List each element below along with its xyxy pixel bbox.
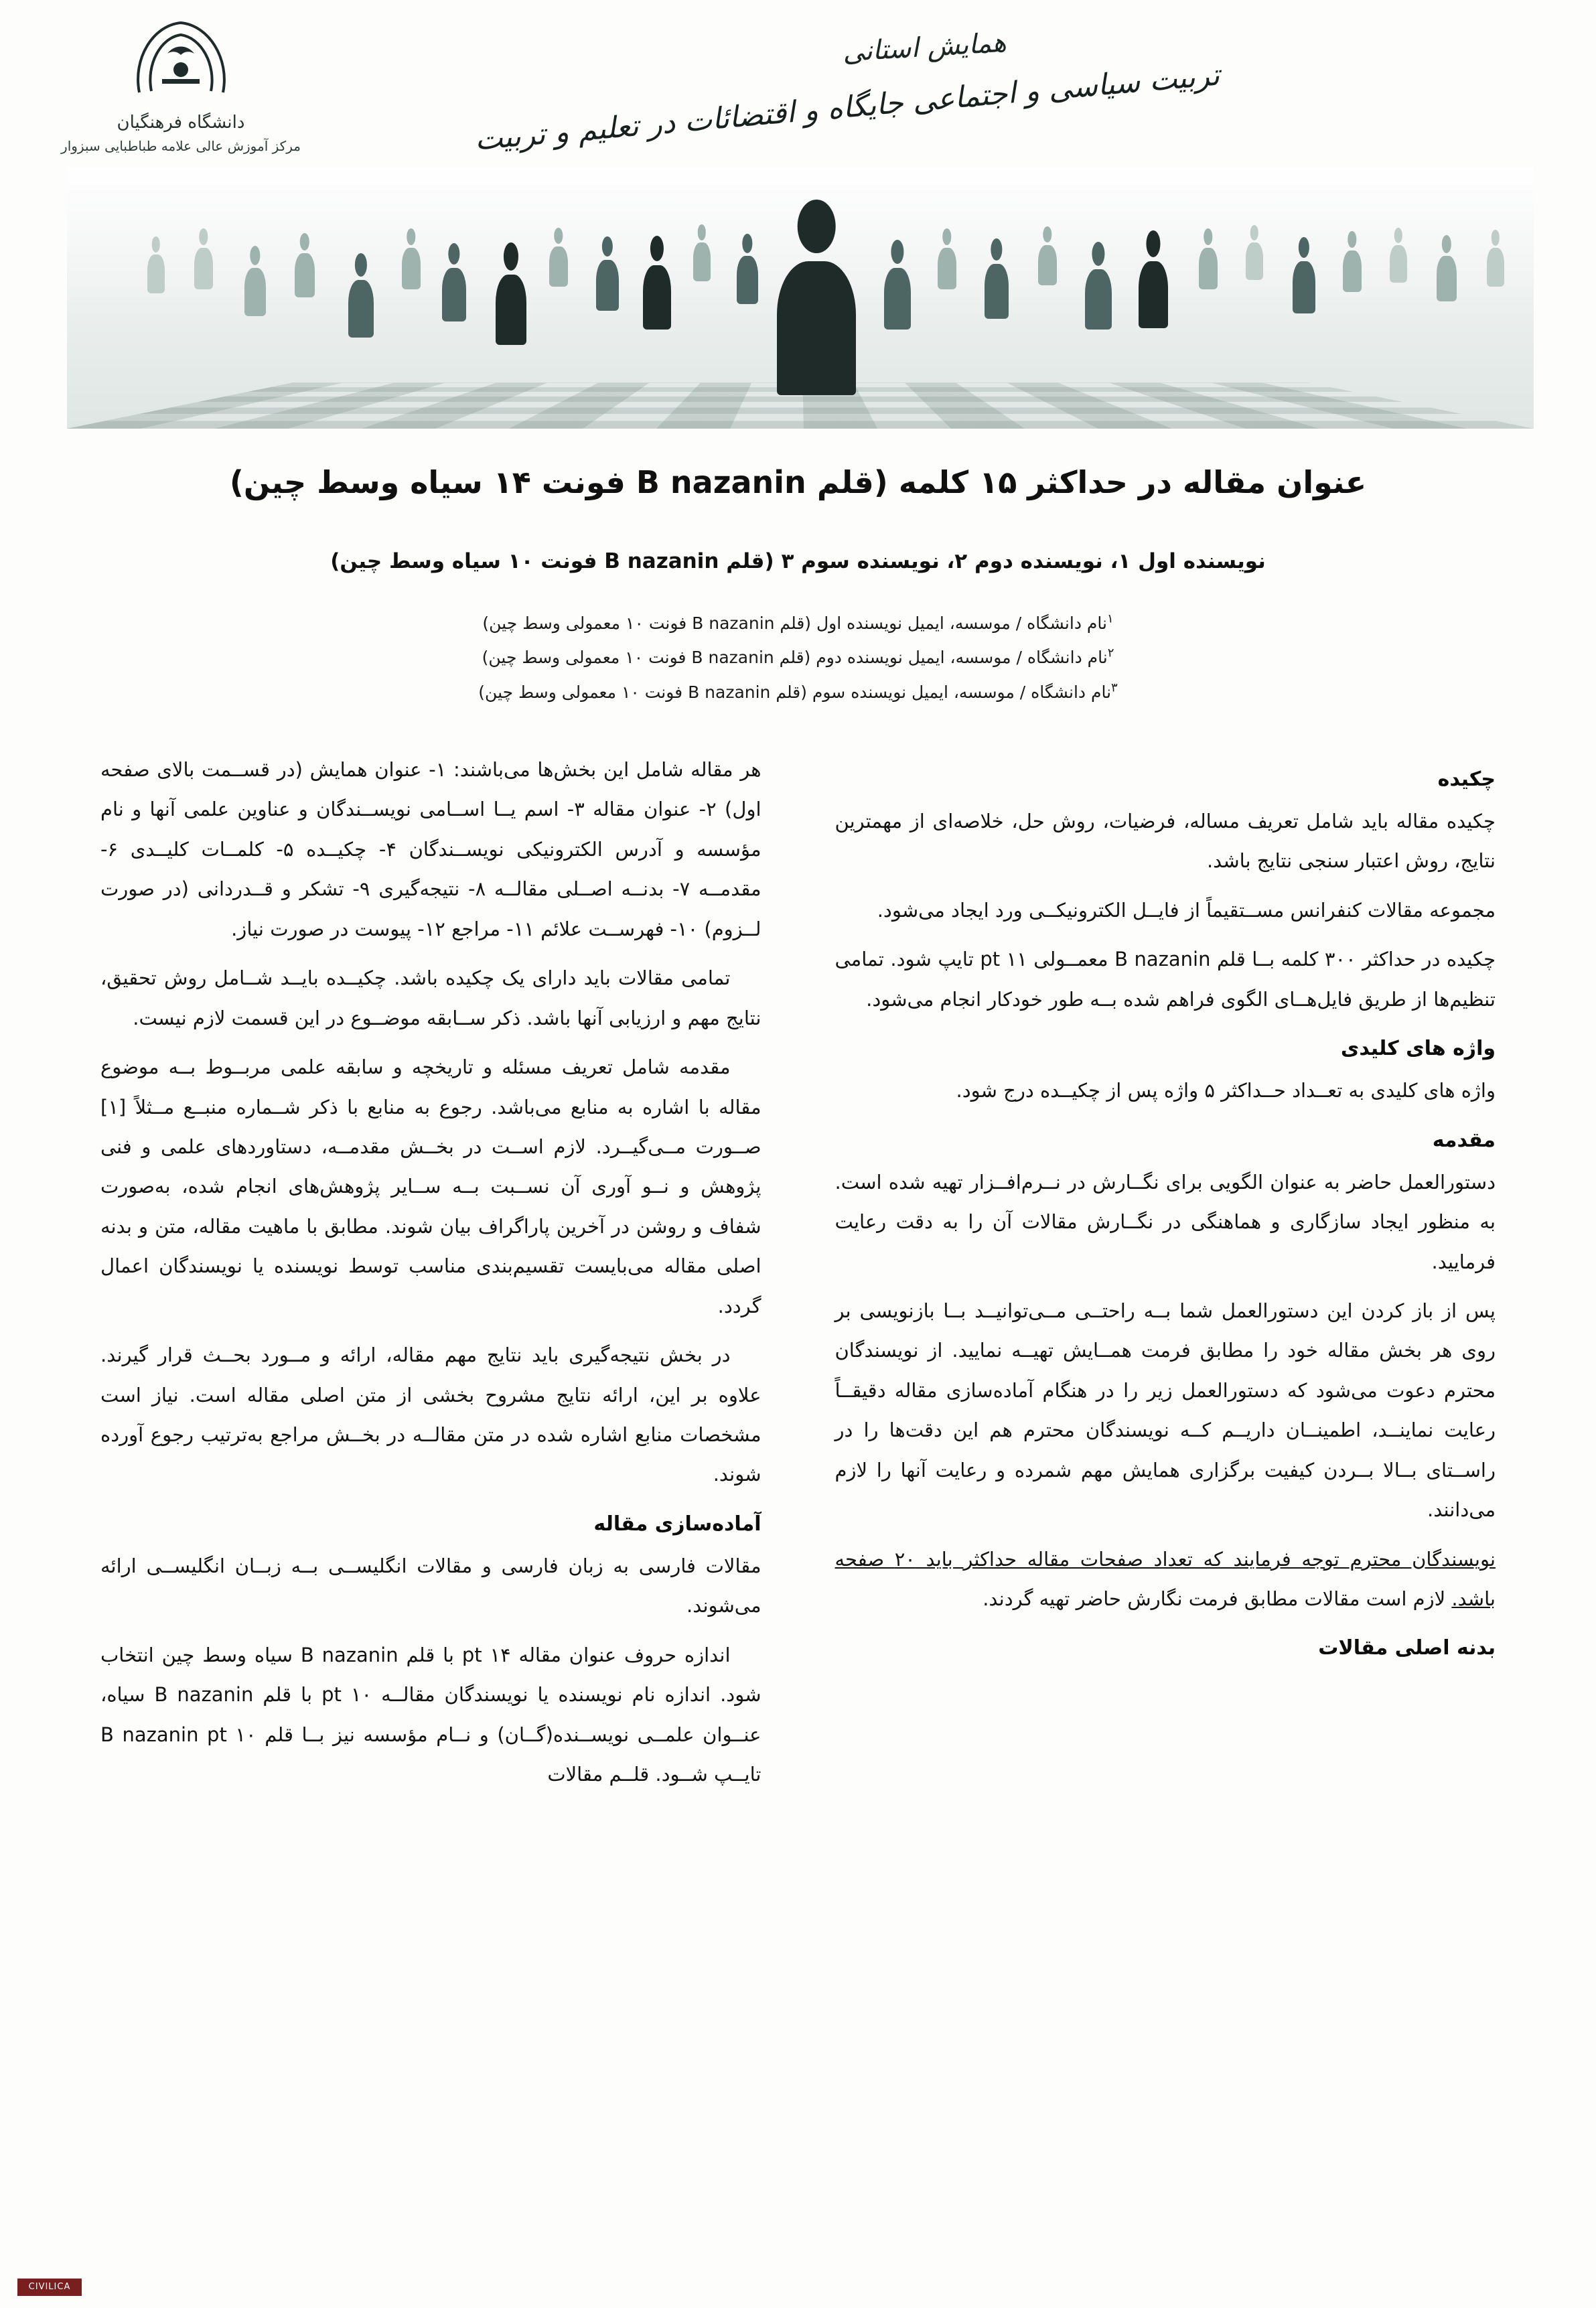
heading-introduction: مقدمه [1432, 1128, 1496, 1152]
affiliation-item: $^۱$نام دانشگاه / موسسه، ایمیل نویسنده اول (قلم B nazanin فونت ۱۰ معمولی وسط چین) [482, 611, 1114, 633]
abstract-paragraph: چکیده در حداکثر ۳۰۰ کلمه بــا قلم B nazanin معمــولی ۱۱ pt تایپ شود. تمامی تنظیم‌ها از طریق فایل‌هــای الگوی فراهم شده بــه طور خودکار انجام می‌شود. [835, 948, 1496, 1011]
crowd-figure [1139, 261, 1168, 328]
conference-title: تربیت سیاسی و اجتماعی جایگاه و اقتضائات در تعلیم و تربیت [473, 58, 1222, 157]
crowd-figure [596, 260, 619, 311]
affiliation-item: $^۳$نام دانشگاه / موسسه، ایمیل نویسنده سوم (قلم B nazanin فونت ۱۰ معمولی وسط چین) [478, 680, 1118, 702]
crowd-figure [295, 253, 315, 297]
abstract-paragraph: مجموعه مقالات کنفرانس مســتقیماً از فایــل الکترونیکــی ورد ایجاد می‌شود. [877, 898, 1496, 922]
crowd-figure [1343, 250, 1362, 292]
crowd-figure [1390, 245, 1407, 283]
heading-abstract: چکیده [1437, 768, 1496, 791]
crowd-figure [244, 268, 266, 316]
university-logo-block [40, 12, 321, 156]
affiliation-item: $^۲$نام دانشگاه / موسسه، ایمیل نویسنده دوم (قلم B nazanin فونت ۱۰ معمولی وسط چین) [482, 646, 1114, 668]
crowd-figure [348, 280, 374, 338]
affiliation-text: نام دانشگاه / موسسه، ایمیل نویسنده دوم (قلم B nazanin فونت ۱۰ معمولی وسط چین) [482, 648, 1108, 668]
logo-line-1: دانشگاه فرهنگیان [117, 113, 245, 133]
crowd-figure [1293, 261, 1315, 313]
crowd-figure [496, 275, 526, 345]
intro-tail-text: لازم است مقالات مطابق فرمت نگارش حاضر تهیه گردند. [983, 1587, 1452, 1610]
intro-paragraph-underlined [835, 1540, 1496, 1619]
body-paragraph: هر مقاله شامل این بخش‌ها می‌باشند: ۱- عنوان همایش (در قســمت بالای صفحه اول) ۲- عنوان مقاله ۳- اسم یــا اســامی نویســندگان و عناوین علمی آنها و نام مؤسسه و آدرس الکترونیکی نویســندگان ۴- چکیــده ۵- کلمــات کلیــدی ۶- مقدمــه ۷- بدنــه اصــلی مقالــه ۸- نتیجه‌گیری ۹- تشکر و قــدردانی (در صورت لــزوم) ۱۰- فهرســت علائم ۱۱- مراجع ۱۲- پیوست در صورت نیاز. [100, 758, 761, 940]
crowd-figure [194, 248, 213, 289]
crowd-figure [1437, 256, 1457, 301]
conference-subtitle: همایش استانی [842, 27, 1008, 68]
crowd-figure [643, 265, 671, 330]
author-line: نویسنده اول ۱، نویسنده دوم ۲، نویسنده سوم ۳ (قلم B nazanin فونت ۱۰ سیاه وسط چین) [330, 549, 1266, 573]
body-paragraph: در بخش نتیجه‌گیری باید نتایج مهم مقاله، ارائه و مــورد بحــث قرار گیرند. علاوه بر این، ارائه نتایج مشروح بخشی از متن اصلی مقاله است. نیاز است مشخصات منابع اشاره شده در متن مقالــه در بخــش مراجع به‌ترتیب رجوع آورده شوند. [100, 1344, 761, 1486]
affiliation-text: نام دانشگاه / موسسه، ایمیل نویسنده اول (قلم B nazanin فونت ۱۰ معمولی وسط چین) [482, 614, 1107, 633]
crowd-figure [1085, 269, 1112, 330]
page-title: عنوان مقاله در حداکثر ۱۵ کلمه (قلم B nazanin فونت ۱۴ سیاه وسط چین) [229, 464, 1367, 500]
affiliation-text: نام دانشگاه / موسسه، ایمیل نویسنده سوم (قلم B nazanin فونت ۱۰ معمولی وسط چین) [478, 682, 1112, 702]
crowd-figure [1246, 242, 1263, 280]
intro-paragraph: دستورالعمل حاضر به عنوان الگویی برای نگــارش در نــرم‌افــزار تهیه شده است. به منظور ایجاد سازگاری و هماهنگی در نگــارش مقالات آن را به دقت رعایت فرمایید. [835, 1170, 1496, 1273]
crowd-figure [985, 264, 1009, 319]
crowd-figure [442, 268, 466, 321]
body-columns [100, 750, 1496, 1804]
column-right [835, 750, 1496, 1804]
central-figure [777, 261, 856, 395]
heading-paper-preparation: آماده‌سازی مقاله [593, 1512, 761, 1536]
crowd-figure [1199, 248, 1218, 289]
crowd-figure [693, 242, 711, 281]
crowd-figure [1487, 248, 1504, 287]
crowd-figure [938, 248, 956, 289]
heading-main-body: بدنه اصلی مقالات [1318, 1636, 1496, 1660]
intro-paragraph: پس از باز کردن این دستورالعمل شما بــه راحتــی مــی‌توانیــد بــا بازنویسی بر روی هر بخش مقاله خود را مطابق فرمت همــایش تهیــه نمایید. از نویسندگان محترم دعوت می‌شود که دستورالعمل زیر را در هنگام آماده‌سازی مقاله دقیقــاً رعایت نماینــد، اطمینــان داریــم کــه نویسندگان محترم هم این دقت‌ها را در راســتای بــالا بــردن کیفیت برگزاری همایش مهم شمرده و رعایت آنها را لازم می‌دانند. [835, 1299, 1496, 1522]
crowd-figure [737, 256, 758, 304]
prep-paragraph: مقالات فارسی به زبان فارسی و مقالات انگلیســی بــه زبــان انگلیســی ارائه می‌شوند. [100, 1554, 761, 1617]
heading-keywords: واژه های کلیدی [1340, 1037, 1496, 1061]
body-paragraph: تمامی مقالات باید دارای یک چکیده باشد. چکیــده بایــد شــامل روش تحقیق، نتایج مهم و ارزیابی آنها باشد. ذکر ســابقه موضــوع در این قسمت لازم نیست. [100, 966, 761, 1029]
logo-line-2: مرکز آموزش عالی علامه طباطبایی سبزوار [61, 138, 301, 154]
crowd-figure [402, 248, 421, 289]
watermark-badge: CIVILICA [17, 2279, 82, 2296]
abstract-paragraph: چکیده مقاله باید شامل تعریف مساله، فرضیات، روش حل، خلاصه‌ای از مهمترین نتایج، روش اعتبار سنجی نتایج باشد. [835, 810, 1496, 873]
crowd-figure [884, 268, 911, 330]
crowd-figure [549, 246, 568, 287]
university-emblem-icon [126, 12, 236, 106]
body-paragraph: مقدمه شامل تعریف مسئله و تاریخچه و سابقه علمی مربــوط بــه موضوع مقاله با اشاره به منابع می‌باشد. رجوع به منابع با ذکر شــماره منبــع مــثلاً [۱] صــورت مــی‌گیــرد. لازم اســت در بخــش مقدمــه، دستاوردهای علمی و فنی پژوهش و نــو آوری آن نســبت بــه ســایر پژوهش‌های انجام شده، به‌صورت شفاف و روشن در آخرین پاراگراف بیان شوند. مطابق با ماهیت مقاله، متن و بدنه اصلی مقاله می‌بایست تقسیم‌بندی مناسب توسط نویسنده یا نویسندگان اعمال گردد. [100, 1056, 761, 1317]
prep-paragraph: اندازه حروف عنوان مقاله ۱۴ pt با قلم B nazanin سیاه وسط چین انتخاب شود. اندازه نام نویسنده یا نویسندگان مقالــه pt ۱۰ با قلم B nazanin سیاه، عنــوان علمــی نویســنده(گــان) و نــام مؤسسه نیز بــا قلم B nazanin pt ۱۰ تایــپ شــود. قلــم مقالات [100, 1643, 761, 1786]
crowd-figure [1038, 245, 1057, 285]
column-left [100, 750, 761, 1804]
keywords-paragraph: واژه های کلیدی به تعــداد حــداکثر ۵ واژه پس از چکیــده درج شود. [956, 1079, 1496, 1102]
banner-illustration [67, 167, 1534, 429]
crowd-figure [147, 255, 165, 293]
affiliation-list [134, 606, 1462, 709]
underlined-note: نویسندگان محترم توجه فرمایند که تعداد صفحات مقاله حداکثر باید ۲۰ صفحه باشد. [835, 1547, 1496, 1610]
